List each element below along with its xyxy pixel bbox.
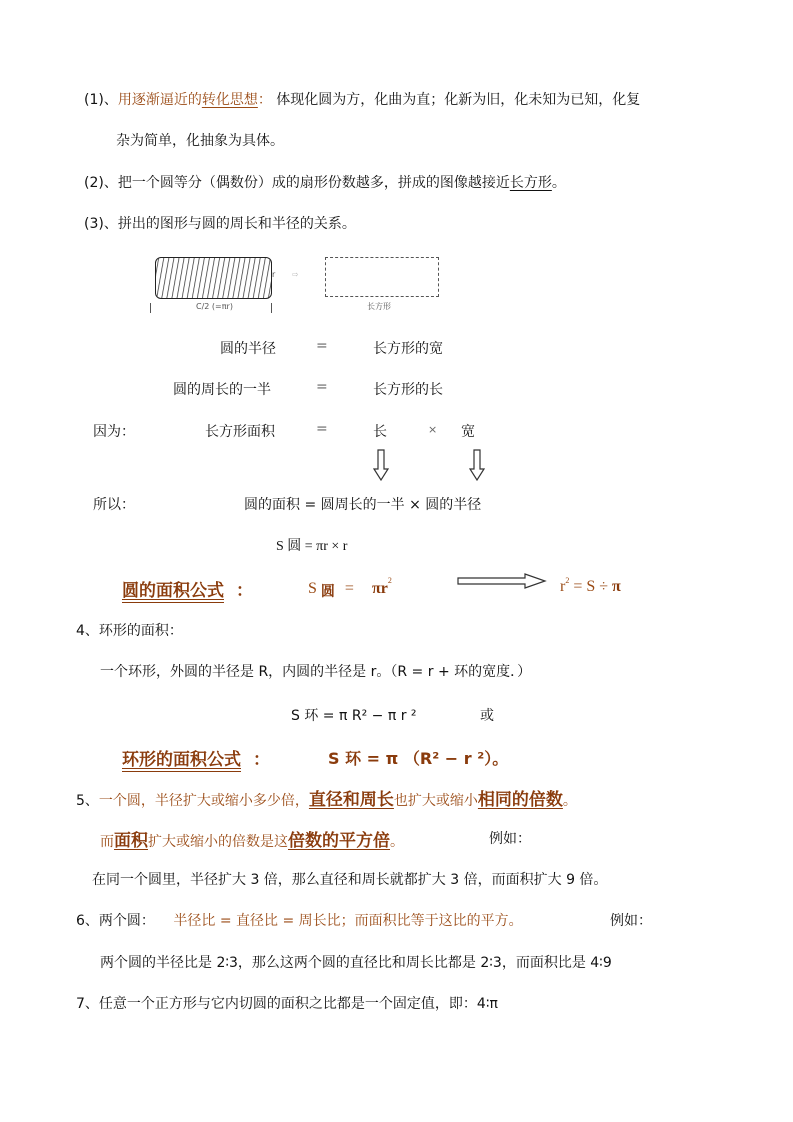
item-6-prefix: 6、两个圆： <box>76 913 155 929</box>
therefore-text: 圆的面积 = 圆周长的一半 × 圆的半径 <box>244 497 482 513</box>
item-1-colon: ： <box>257 92 272 108</box>
item-4-desc: 一个环形，外圆的半径是 R，内圆的半径是 r。（R = r + 环的宽度．） <box>100 664 532 680</box>
formula-pi-r: πr <box>371 580 388 597</box>
ring-formula-2: S 环 = π （R² − r ²）。 <box>328 749 509 768</box>
figure-rect-label: 长方形 <box>367 302 391 311</box>
because-width: 宽 <box>461 424 475 440</box>
relation-1-eq: = <box>316 338 328 354</box>
item-5-num: 5、 <box>76 793 99 809</box>
ring-or: 或 <box>480 708 494 724</box>
item-6-line-2: 两个圆的半径比是 2∶3，那么这两个圆的直径比和周长比都是 2∶3，而面积比是 4∶9 <box>100 955 612 971</box>
item-5-em-1: 直径和周长 <box>308 790 394 810</box>
relation-1-right: 长方形的宽 <box>373 341 443 357</box>
s-circle-step: S 圆 = πr × r <box>276 539 348 554</box>
relation-2-left: 圆的周长的一半 <box>173 382 271 398</box>
therefore-prefix: 所以： <box>93 497 135 513</box>
because-prefix: 因为： <box>93 424 135 440</box>
rhs-r: r <box>560 578 566 595</box>
item-1-label: (1)、 <box>84 92 118 108</box>
item-1-underlined: 转化思想 <box>201 92 258 108</box>
formula-sq: 2 <box>387 576 392 585</box>
item-6-highlight: 半径比 = 直径比 = 周长比；而面积比等于这比的平方。 <box>173 913 523 929</box>
relation-2-right: 长方形的长 <box>373 382 443 398</box>
rhs-sq: 2 <box>565 576 570 585</box>
sector-coil-figure <box>155 257 272 299</box>
relation-1-left: 圆的半径 <box>220 341 276 357</box>
relation-2-eq: = <box>316 379 328 395</box>
formula-sub: 圆 <box>320 585 335 600</box>
ring-formula-1: S 环 = π R² − π r ² <box>291 708 417 724</box>
item-5-text-a: 一个圆，半径扩大或缩小多少倍， <box>98 793 309 809</box>
item-5-l2-a: 而 <box>100 834 114 850</box>
item-5-l2-end: 。 <box>390 834 404 850</box>
figure-coil-label: C/2 (=πr) <box>196 302 233 311</box>
right-arrow-icon <box>457 573 547 589</box>
item-1-line-1 <box>84 89 640 109</box>
circle-formula-lhs <box>308 578 392 598</box>
item-5-l2-em-2: 倍数的平方倍 <box>288 831 390 851</box>
item-5-l2-em-1: 面积 <box>114 831 148 851</box>
item-7: 7、任意一个正方形与它内切圆的面积之比都是一个固定值，即：4∶π <box>76 996 498 1012</box>
item-5-line-3: 在同一个圆里，半径扩大 3 倍，那么直径和周长就都扩大 3 倍，而面积扩大 9 倍。 <box>92 872 608 888</box>
ring-formula-title: 环形的面积公式 <box>122 750 241 770</box>
item-1-text: 体现化圆为方，化曲为直；化新为旧，化未知为已知，化复 <box>276 92 641 108</box>
rectangle-figure <box>325 257 439 297</box>
formula-s: S <box>308 580 317 597</box>
item-5-example: 例如： <box>489 831 531 847</box>
circle-formula-title <box>122 576 224 601</box>
item-1-highlight: 用逐渐逼近的 <box>117 92 202 108</box>
item-5-text-b: 也扩大或缩小 <box>393 793 478 809</box>
because-times: × <box>428 423 438 436</box>
item-3: (3)、拼出的图形与圆的周长和半径的关系。 <box>84 216 356 232</box>
item-2 <box>84 172 566 192</box>
down-arrow-icon <box>468 449 486 481</box>
circle-formula-rhs <box>560 578 621 596</box>
formula-eq: = <box>344 580 354 597</box>
item-2-underlined: 长方形 <box>509 175 552 191</box>
item-5-end: 。 <box>562 793 577 809</box>
because-length: 长 <box>373 424 387 440</box>
item-5-line-1 <box>76 785 577 810</box>
item-2-text: (2)、把一个圆等分（偶数份）成的扇形份数越多，拼成的图像越接近 <box>84 175 510 191</box>
item-5-l2-c: 扩大或缩小的倍数是这 <box>148 834 288 850</box>
item-2-end: 。 <box>551 175 566 191</box>
item-1-line-2: 杂为简单，化抽象为具体。 <box>116 133 284 149</box>
item-4-title: 4、环形的面积： <box>76 623 183 639</box>
because-eq: = <box>316 421 328 437</box>
rhs-text: = S ÷ <box>573 578 613 595</box>
item-5-em-2: 相同的倍数 <box>477 790 563 810</box>
item-6-line-1 <box>76 910 523 930</box>
because-left: 长方形面积 <box>205 424 275 440</box>
figure-height-label: r <box>272 270 276 279</box>
circle-formula-colon: ： <box>236 581 253 601</box>
ring-formula-colon: ： <box>253 750 270 770</box>
item-6-example: 例如： <box>610 913 652 929</box>
circle-formula-title-text: 圆的面积公式 <box>122 581 224 601</box>
down-arrow-icon <box>372 449 390 481</box>
item-5-line-2 <box>100 826 404 851</box>
figure-arrow-icon: ⇨ <box>292 270 299 279</box>
rhs-pi: π <box>612 578 621 595</box>
